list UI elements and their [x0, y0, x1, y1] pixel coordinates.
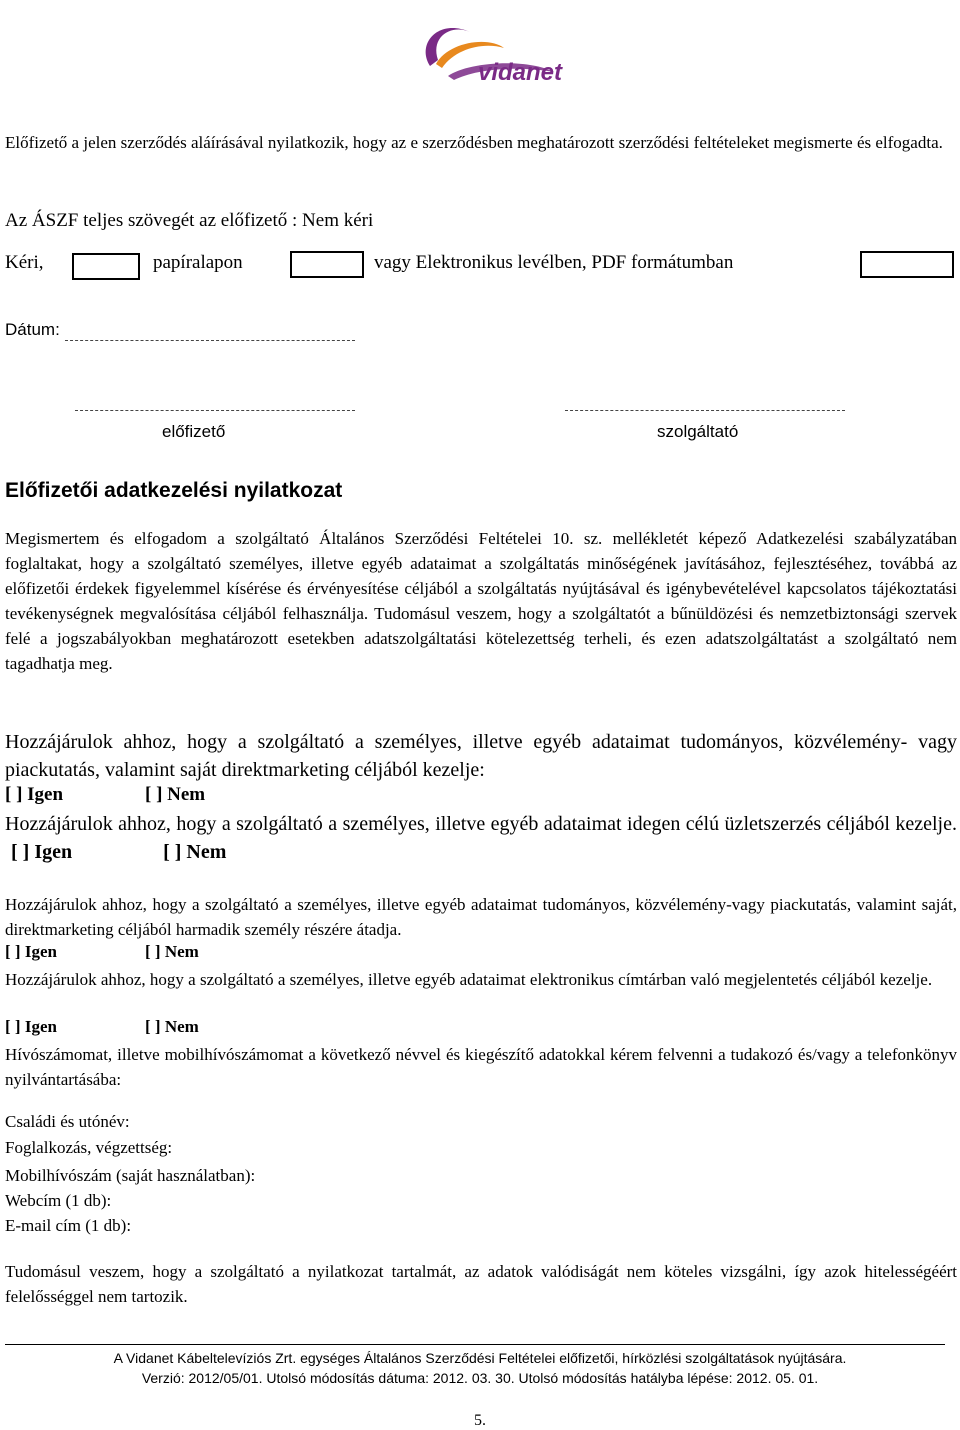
- consent-directory-text: Hozzájárulok ahhoz, hogy a szolgáltató a személyes, illetve egyéb adataimat elektronikus címtárban való megjelentetés céljából kezelje.: [5, 970, 933, 989]
- consent1-yes[interactable]: [ ] Igen: [5, 784, 64, 805]
- consent2-no[interactable]: [ ] Nem: [163, 841, 227, 863]
- aszf-line: Az ÁSZF teljes szövegét az előfizető : Nem kéri: [5, 210, 374, 231]
- vidanet-logo: [408, 14, 568, 94]
- keri-checkbox[interactable]: [72, 253, 140, 280]
- phonebook-text: Hívószámomat, illetve mobilhívószámomat a következő névvel és kiegészítő adatokkal kérem felvenni a tudakozó és/vagy a telefonkönyv nyilvántartásába:: [5, 1045, 957, 1089]
- consent-third-party-text: Hozzájárulok ahhoz, hogy a szolgáltató a személyes, illetve egyéb adataimat tudományos, közvélemény-vagy piackutatás, valamint saját, direktmarketing céljából harmadik személy részére átadja.: [5, 895, 957, 939]
- email-checkbox[interactable]: [860, 251, 954, 278]
- aszf-keri-label: Kéri,: [5, 252, 44, 273]
- consent4-yes[interactable]: [ ] Igen: [5, 1017, 57, 1036]
- consent2-yes[interactable]: [ ] Igen: [11, 841, 73, 863]
- provider-label: szolgáltató: [657, 422, 739, 441]
- footer-divider: [5, 1344, 945, 1345]
- section-heading: Előfizetői adatkezelési nyilatkozat: [5, 479, 343, 502]
- intro-paragraph: Előfizető a jelen szerződés aláírásával nyilatkozik, hogy az e szerződésben meghatározott szerződési feltételeket megismerte és elfogadta.: [5, 133, 943, 152]
- field-occupation-label: Foglalkozás, végzettség:: [5, 1138, 173, 1157]
- logo-wordmark: vidanet: [478, 59, 563, 86]
- footer-line-2: Verzió: 2012/05/01. Utolsó módosítás dátuma: 2012. 03. 30. Utolsó módosítás hatályba lépése: 2012. 05. 01.: [141, 1370, 819, 1386]
- consent4-no[interactable]: [ ] Nem: [145, 1017, 199, 1036]
- aszf-email-label: vagy Elektronikus levélben, PDF formátumban: [374, 252, 734, 273]
- subscriber-label: előfizető: [162, 422, 226, 441]
- date-label: Dátum:: [5, 320, 60, 339]
- consent-business-block: [5, 810, 957, 866]
- data-handling-paragraph: Megismertem és elfogadom a szolgáltató Általános Szerződési Feltételei 10. sz. mellékletét képező Adatkezelési szabályzatában foglaltakat, hogy a szolgáltató személyes, illetve egyéb adataimat a szolgáltatás minőségének javításához, fejlesztéséhez, továbbá az előfizetői érdekek figyelemmel kísérése és érvényesítése céljából a szolgáltatás nyújtásával és igénybevételével kapcsolatos tájékoztatási tevékenységnek megvalósítása céljából felhasználja. Tudomásul veszem, hogy a szolgáltatót a bűnüldözési és nemzetbiztonsági szervek felé a jogszabályokban meghatározott esetekben adatszolgáltatási kötelezettség terheli, és ezen adatszolgáltatást a szolgáltató nem tagadhatja meg.: [5, 529, 957, 673]
- subscriber-signature-line[interactable]: [75, 410, 355, 411]
- date-line[interactable]: [65, 340, 355, 341]
- field-mobile-label: Mobilhívószám (saját használatban):: [5, 1166, 256, 1185]
- provider-signature-line[interactable]: [565, 410, 845, 411]
- closing-paragraph: Tudomásul veszem, hogy a szolgáltató a nyilatkozat tartalmát, az adatok valódiságát nem köteles vizsgálni, így azok hitelességéért felelősséggel nem tartozik.: [5, 1262, 957, 1306]
- consent-research-text: Hozzájárulok ahhoz, hogy a szolgáltató a személyes, illetve egyéb adataimat tudományos, közvélemény- vagy piackutatás, valamint saját direktmarketing céljából kezelje:: [5, 731, 957, 781]
- consent3-no[interactable]: [ ] Nem: [145, 942, 199, 961]
- consent1-no[interactable]: [ ] Nem: [145, 784, 206, 805]
- aszf-paper-label: papíralapon: [153, 252, 243, 273]
- field-web-label: Webcím (1 db):: [5, 1191, 112, 1210]
- page-number: 5.: [474, 1412, 486, 1429]
- consent-business-text: Hozzájárulok ahhoz, hogy a szolgáltató a személyes, illetve egyéb adataimat idegen célú üzletszerzés céljából kezelje.: [5, 813, 957, 835]
- footer-line-1: A Vidanet Kábeltelevíziós Zrt. egységes Általános Szerződési Feltételei előfizetői, hírközlési szolgáltatások nyújtására.: [113, 1350, 847, 1366]
- field-email-label: E-mail cím (1 db):: [5, 1216, 132, 1235]
- paper-checkbox[interactable]: [290, 251, 364, 278]
- consent3-yes[interactable]: [ ] Igen: [5, 942, 57, 961]
- field-name-label: Családi és utónév:: [5, 1112, 130, 1131]
